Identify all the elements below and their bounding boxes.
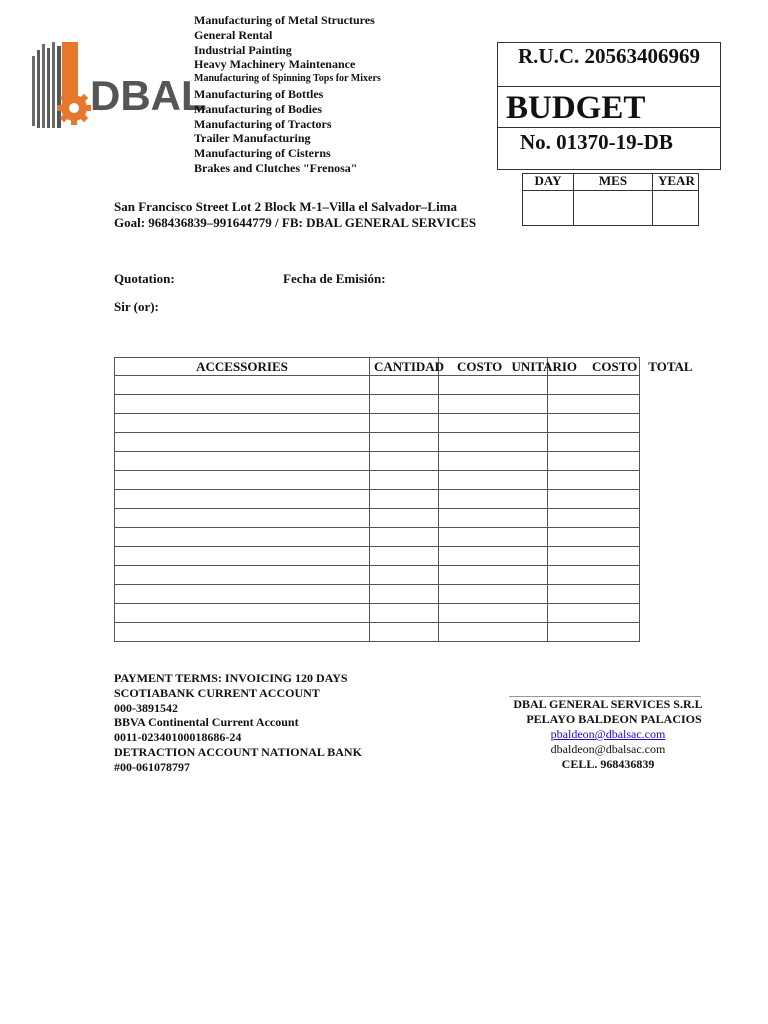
document-title: BUDGET [498, 87, 720, 128]
services-list [194, 13, 381, 176]
items-table [114, 357, 640, 642]
budget-header-box [497, 42, 721, 170]
salutation-label: Sir (or): [114, 299, 159, 314]
budget-number: No. 01370-19-DB [520, 130, 673, 154]
table-row[interactable] [115, 490, 640, 509]
bank-account-label: BBVA Continental Current Account [114, 715, 299, 730]
company-logo [30, 40, 207, 130]
service-item: Industrial Painting [194, 42, 292, 57]
logo-wordmark: DBAL [90, 72, 207, 119]
email-link[interactable]: pbaldeon@dbalsac.com [550, 727, 666, 741]
company-name: DBAL GENERAL SERVICES S.R.L [513, 697, 703, 711]
signature-line [509, 696, 701, 697]
table-row[interactable] [115, 547, 640, 566]
service-item: Manufacturing of Bottles [194, 86, 324, 101]
quotation-label: Quotation: [114, 271, 175, 286]
service-item: Manufacturing of Metal Structures [194, 13, 375, 27]
cell-phone: CELL. 968436839 [561, 757, 655, 771]
bank-account-number: 0011-02340100018686-24 [114, 730, 242, 745]
table-row[interactable] [115, 395, 640, 414]
bank-account-number: #00-061078797 [114, 759, 190, 774]
service-item: Trailer Manufacturing [194, 131, 311, 146]
table-row[interactable] [115, 452, 640, 471]
payment-terms: PAYMENT TERMS: INVOICING 120 DAYS [114, 671, 348, 685]
email-text: dbaldeon@dbalsac.com [550, 742, 666, 756]
service-item: Manufacturing of Tractors [194, 116, 332, 131]
service-item: Manufacturing of Cisterns [194, 146, 331, 161]
table-row[interactable] [115, 585, 640, 604]
date-month-header: MES [574, 174, 653, 191]
date-day-cell[interactable] [523, 191, 574, 226]
date-table [522, 173, 699, 226]
date-day-header: DAY [523, 174, 574, 191]
table-row[interactable] [115, 623, 640, 642]
service-item: Heavy Machinery Maintenance [194, 57, 356, 72]
dbal-logo-graphic [30, 40, 207, 130]
col-accessories-header: ACCESSORIES [115, 358, 370, 376]
col-quantity-header: CANTIDAD [374, 359, 445, 374]
table-row[interactable] [115, 604, 640, 623]
table-row[interactable] [115, 509, 640, 528]
table-row[interactable] [115, 528, 640, 547]
col-total-cost-header: COSTO TOTAL [592, 359, 693, 374]
bank-account-number: 000-3891542 [114, 700, 178, 715]
table-row[interactable] [115, 471, 640, 490]
payment-info [114, 671, 362, 775]
table-row[interactable] [115, 414, 640, 433]
service-item: Brakes and Clutches "Frenosa" [194, 160, 358, 175]
table-row[interactable] [115, 566, 640, 585]
service-item: General Rental [194, 27, 273, 42]
date-year-cell[interactable] [653, 191, 699, 226]
issue-date-label: Fecha de Emisión: [283, 271, 386, 286]
table-row[interactable] [115, 433, 640, 452]
col-unit-cost-header: COSTO UNITARIO [457, 359, 578, 374]
company-address [114, 199, 476, 231]
address-line: San Francisco Street Lot 2 Block M-1–Villa el Salvador–Lima [114, 199, 458, 214]
service-item: Manufacturing of Spinning Tops for Mixers [194, 73, 381, 85]
date-year-header: YEAR [653, 174, 699, 191]
bank-account-label: SCOTIABANK CURRENT ACCOUNT [114, 685, 320, 700]
contact-person: PELAYO BALDEON PALACIOS [526, 712, 702, 726]
date-month-cell[interactable] [574, 191, 653, 226]
bank-account-label: DETRACTION ACCOUNT NATIONAL BANK [114, 744, 362, 759]
signature-block [503, 697, 713, 772]
ruc-number: R.U.C. 20563406969 [498, 43, 720, 87]
service-item: Manufacturing of Bodies [194, 101, 323, 116]
table-row[interactable] [115, 376, 640, 395]
phone-line: Goal: 968436839–991644779 / FB: DBAL GENERAL SERVICES [114, 215, 477, 230]
